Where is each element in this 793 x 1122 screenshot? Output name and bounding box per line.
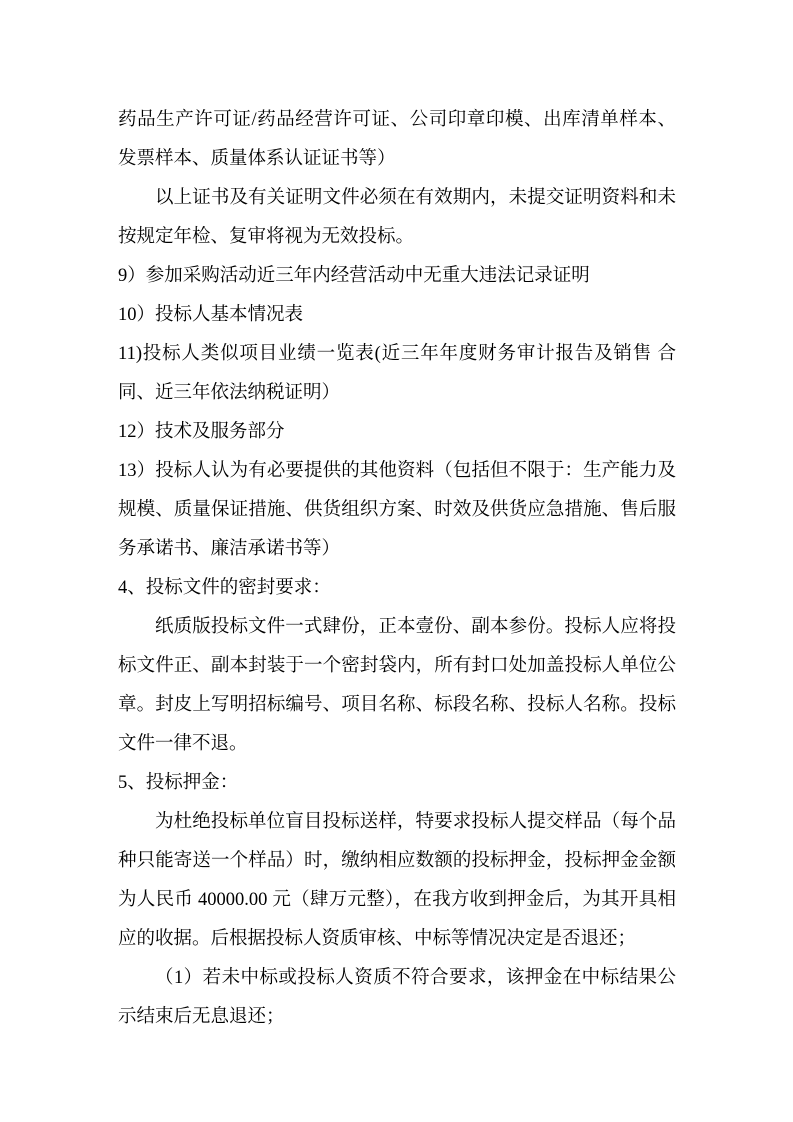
paragraph: （1）若未中标或投标人资质不符合要求，该押金在中标结果公示结束后无息退还； <box>118 968 676 1027</box>
paragraph: 药品生产许可证/药品经营许可证、公司印章印模、出库清单样本、发票样本、质量体系认证证书等） <box>118 110 676 169</box>
paragraph: 4、投标文件的密封要求： <box>118 578 331 598</box>
paragraph: 5、投标押金： <box>118 773 239 793</box>
paragraph: 10）投标人基本情况表 <box>118 305 304 325</box>
paragraph: 为杜绝投标单位盲目投标送样，特要求投标人提交样品（每个品种只能寄送一个样品）时，缴纳相应数额的投标押金，投标押金金额为人民币 40000.00 元（肆万元整），在我方收到押金后，为其开具相应的收据。后根据投标人资质审核、中标等情况决定是否退还； <box>118 812 676 949</box>
document-body <box>118 101 676 1037</box>
paragraph: 9）参加采购活动近三年内经营活动中无重大违法记录证明 <box>118 266 590 286</box>
paragraph: 11)投标人类似项目业绩一览表(近三年年度财务审计报告及销售 合同、近三年依法纳税证明） <box>118 344 676 403</box>
paragraph: 纸质版投标文件一式肆份，正本壹份、副本参份。投标人应将投标文件正、副本封装于一个密封袋内，所有封口处加盖投标人单位公章。封皮上写明招标编号、项目名称、标段名称、投标人名称。投标文件一律不退。 <box>118 617 676 754</box>
paragraph: 12）技术及服务部分 <box>118 422 285 442</box>
paragraph: 以上证书及有关证明文件必须在有效期内，未提交证明资料和未按规定年检、复审将视为无效投标。 <box>118 188 676 247</box>
paragraph: 13）投标人认为有必要提供的其他资料（包括但不限于：生产能力及规模、质量保证措施、供货组织方案、时效及供货应急措施、售后服务承诺书、廉洁承诺书等） <box>118 461 676 559</box>
